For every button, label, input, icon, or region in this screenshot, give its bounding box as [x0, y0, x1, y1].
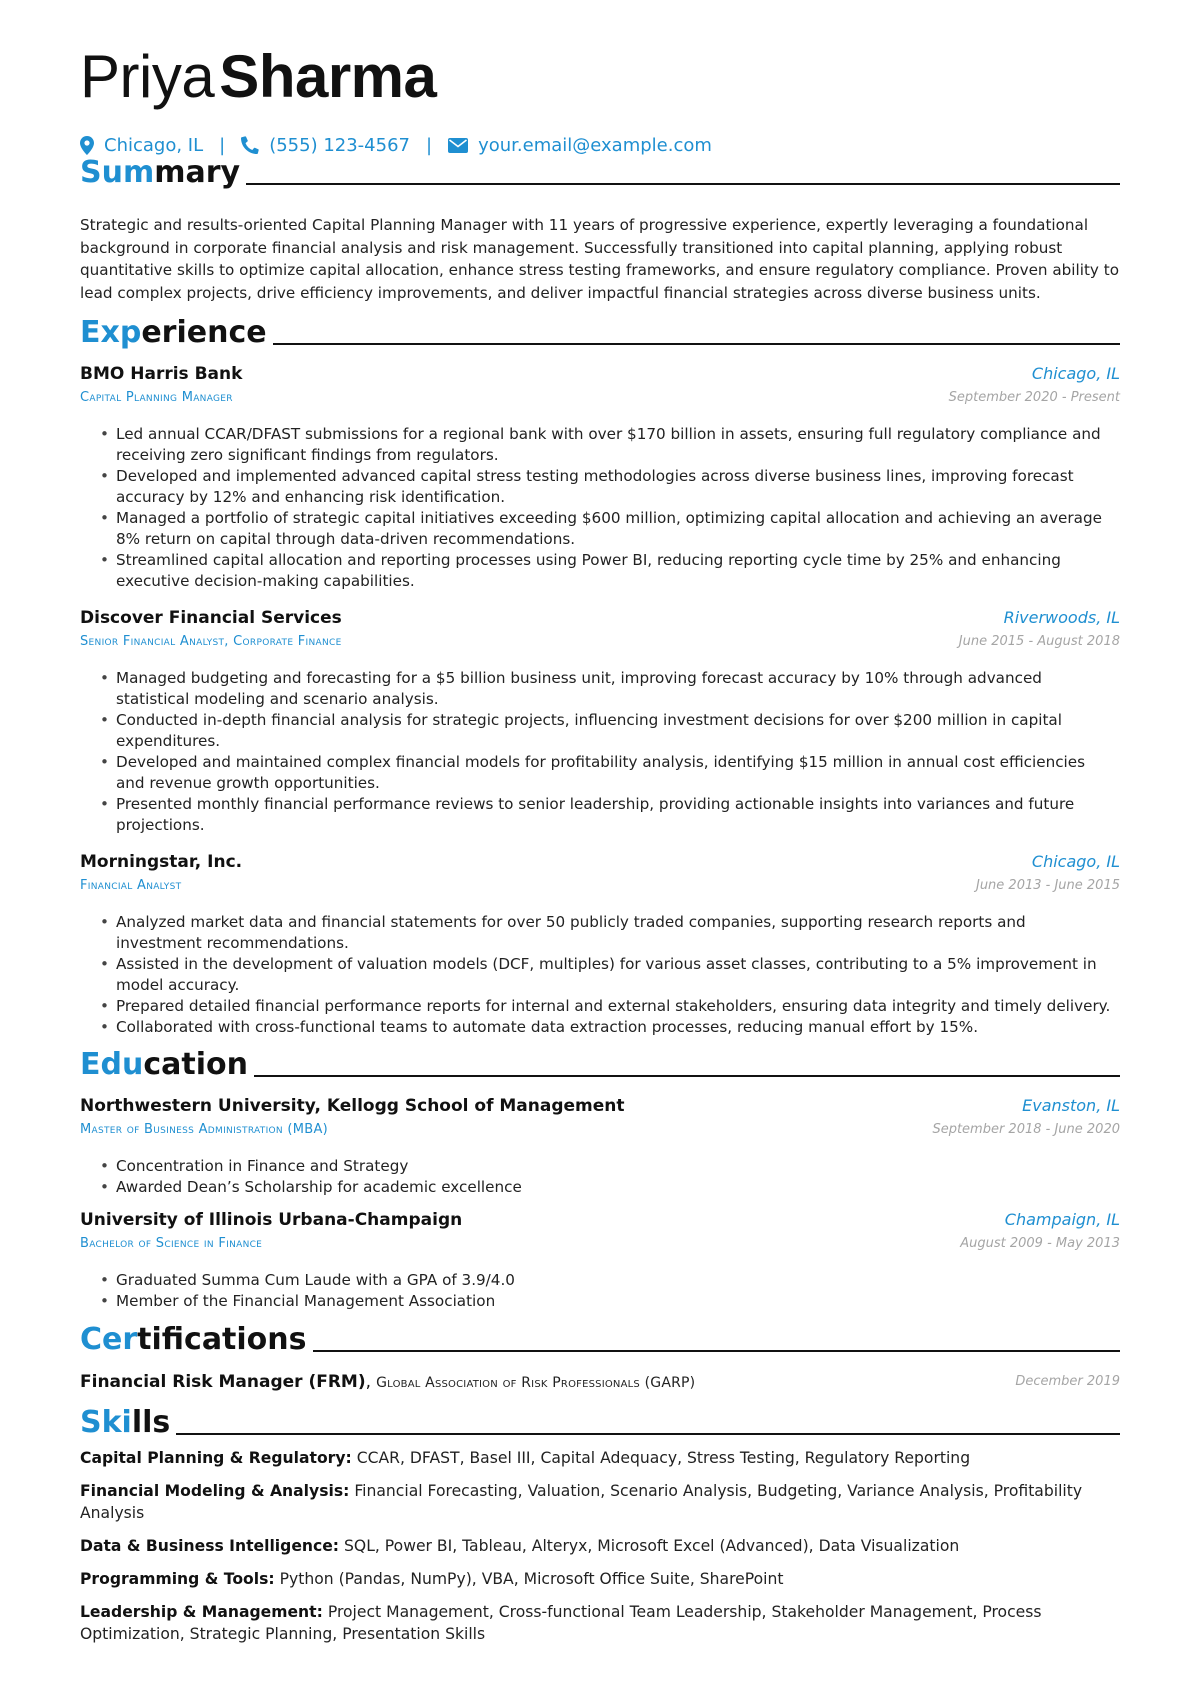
map-pin-icon [80, 136, 94, 155]
section-title [80, 1405, 171, 1440]
certification-name: Financial Risk Manager (FRM) [80, 1372, 366, 1392]
phone-icon [241, 136, 259, 154]
resume-name [80, 42, 436, 122]
summary-text: Strategic and results-oriented Capital Planning Manager with 11 years of progressive experience, expertly leveraging a foundational background in corporate financial analysis and risk management. Successfully transitioned into capital planning, applying robust quantitative skills to optimize capital allocation, enhance stress testing frameworks, and ensure regulatory compliance. Proven ability to lead complex projects, drive efficiency improvements, and deliver impactful financial strategies across diverse business units. [80, 216, 1119, 302]
skill-line [80, 1535, 1120, 1557]
skill-category: Capital Planning & Regulatory: [80, 1449, 352, 1467]
certification-issuer: Global Association of Risk Professionals (GARP) [376, 1375, 696, 1391]
section-title [80, 1047, 248, 1082]
school-name: University of Illinois Urbana-Champaign [80, 1210, 463, 1230]
certification-entry [80, 1372, 1120, 1396]
certification-main [80, 1372, 695, 1392]
location-text: Chicago, IL [104, 134, 204, 156]
section-title [80, 315, 267, 350]
title-rest: cation [143, 1047, 248, 1082]
school-dates: September 2018 - June 2020 [932, 1122, 1120, 1137]
list-item: • Managed budgeting and forecasting for a $5 billion business unit, improving forecast accuracy by 10% through advanced statistical modeling and scenario analysis. [116, 668, 1116, 710]
list-item: • Graduated Summa Cum Laude with a GPA of 3.9/4.0 [116, 1270, 1116, 1291]
skill-line [80, 1447, 1120, 1469]
bullet-list [100, 1156, 1116, 1198]
company-name: Morningstar, Inc. [80, 852, 243, 872]
section-rule [176, 1433, 1120, 1435]
job-dates: June 2013 - June 2015 [975, 878, 1120, 893]
list-item: • Developed and implemented advanced capital stress testing methodologies across diverse business lines, improving forecast accuracy by 12% and enhancing risk identification. [116, 466, 1116, 508]
skill-items: CCAR, DFAST, Basel III, Capital Adequacy, Stress Testing, Regulatory Reporting [356, 1449, 971, 1467]
section-title [80, 1322, 307, 1357]
skill-items: Python (Pandas, NumPy), VBA, Microsoft Office Suite, SharePoint [279, 1570, 784, 1588]
section-skills [80, 1405, 1120, 1440]
skill-category: Leadership & Management: [80, 1603, 323, 1621]
list-item: • Assisted in the development of valuation models (DCF, multiples) for various asset classes, contributing to a 5% improvement in model accuracy. [116, 954, 1116, 996]
bullet-list [100, 912, 1116, 1038]
list-item: • Concentration in Finance and Strategy [116, 1156, 1116, 1177]
job-title: Capital Planning Manager [80, 390, 233, 405]
list-item: • Prepared detailed financial performance reports for internal and external stakeholders, ensuring data integrity and timely delivery. [116, 996, 1116, 1017]
bullet-list [100, 1270, 1116, 1312]
list-item: • Awarded Dean’s Scholarship for academic excellence [116, 1177, 1116, 1198]
title-accent: Sum [80, 155, 155, 190]
skill-items: Financial Forecasting, Valuation, Scenario Analysis, Budgeting, Variance Analysis, Profitability Analysis [80, 1482, 1083, 1522]
title-rest: tifications [137, 1322, 307, 1357]
section-summary [80, 155, 1120, 190]
list-item: • Collaborated with cross-functional teams to automate data extraction processes, reducing manual effort by 15%. [116, 1017, 1116, 1038]
job-location: Riverwoods, IL [1003, 608, 1120, 627]
job-location: Chicago, IL [1031, 364, 1120, 383]
envelope-icon [448, 138, 468, 153]
title-accent: Cer [80, 1322, 138, 1357]
section-rule [273, 343, 1120, 345]
contact-email[interactable] [448, 135, 712, 156]
separator: | [426, 134, 433, 156]
list-item: • Member of the Financial Management Association [116, 1291, 1116, 1312]
certification-date: December 2019 [1015, 1374, 1120, 1389]
email-link: your.email@example.com [478, 134, 712, 156]
last-name: Sharma [219, 43, 437, 110]
school-name: Northwestern University, Kellogg School of Management [80, 1096, 625, 1116]
list-item: • Managed a portfolio of strategic capital initiatives exceeding $600 million, optimizing capital allocation and achieving an average 8% return on capital through data-driven recommendations. [116, 508, 1116, 550]
title-accent: Exp [80, 315, 142, 350]
section-experience [80, 315, 1120, 350]
job-dates: September 2020 - Present [948, 390, 1120, 405]
company-name: BMO Harris Bank [80, 364, 243, 384]
section-education [80, 1047, 1120, 1082]
job-title: Senior Financial Analyst, Corporate Finance [80, 634, 342, 649]
list-item: • Presented monthly financial performance reviews to senior leadership, providing actionable insights into variances and future projections. [116, 794, 1116, 836]
section-rule [313, 1350, 1120, 1352]
skill-items: SQL, Power BI, Tableau, Alteryx, Microsoft Excel (Advanced), Data Visualization [344, 1537, 960, 1555]
title-accent: Ski [80, 1405, 132, 1440]
title-rest: lls [131, 1405, 171, 1440]
certification-comma: , [365, 1372, 372, 1392]
section-certifications [80, 1322, 1120, 1357]
phone-text: (555) 123-4567 [269, 134, 410, 156]
job-dates: June 2015 - August 2018 [958, 634, 1120, 649]
list-item: • Analyzed market data and financial statements for over 50 publicly traded companies, supporting research reports and investment recommendations. [116, 912, 1116, 954]
skill-line [80, 1568, 1120, 1590]
degree: Master of Business Administration (MBA) [80, 1122, 329, 1137]
skill-items: Project Management, Cross-functional Team Leadership, Stakeholder Management, Process Optimization, Strategic Planning, Presentation Skills [80, 1603, 1042, 1643]
bullet-list [100, 424, 1116, 592]
degree: Bachelor of Science in Finance [80, 1236, 263, 1251]
school-dates: August 2009 - May 2013 [960, 1236, 1120, 1251]
school-location: Champaign, IL [1004, 1210, 1120, 1229]
separator: | [219, 134, 226, 156]
skill-line [80, 1601, 1120, 1645]
list-item: • Developed and maintained complex financial models for profitability analysis, identifying $15 million in annual cost efficiencies and revenue growth opportunities. [116, 752, 1116, 794]
list-item: • Conducted in-depth financial analysis for strategic projects, influencing investment decisions for over $200 million in capital expenditures. [116, 710, 1116, 752]
skill-category: Financial Modeling & Analysis: [80, 1482, 350, 1500]
list-item: • Streamlined capital allocation and reporting processes using Power BI, reducing reporting cycle time by 25% and enhancing executive decision-making capabilities. [116, 550, 1116, 592]
section-rule [246, 183, 1120, 185]
job-title: Financial Analyst [80, 878, 182, 893]
title-rest: mary [154, 155, 241, 190]
section-rule [254, 1075, 1120, 1077]
skill-category: Data & Business Intelligence: [80, 1537, 340, 1555]
school-location: Evanston, IL [1022, 1096, 1120, 1115]
skill-category: Programming & Tools: [80, 1570, 275, 1588]
title-rest: erience [141, 315, 267, 350]
list-item: • Led annual CCAR/DFAST submissions for a regional bank with over $170 billion in assets, ensuring full regulatory compliance and receiving zero significant findings from regulators. [116, 424, 1116, 466]
first-name: Priya [80, 43, 215, 110]
company-name: Discover Financial Services [80, 608, 342, 628]
skills-list [80, 1447, 1120, 1656]
job-location: Chicago, IL [1031, 852, 1120, 871]
skill-line [80, 1480, 1120, 1524]
contact-phone[interactable] [241, 135, 410, 156]
bullet-list [100, 668, 1116, 836]
section-title [80, 155, 241, 190]
contact-location [80, 135, 203, 156]
title-accent: Edu [80, 1047, 144, 1082]
